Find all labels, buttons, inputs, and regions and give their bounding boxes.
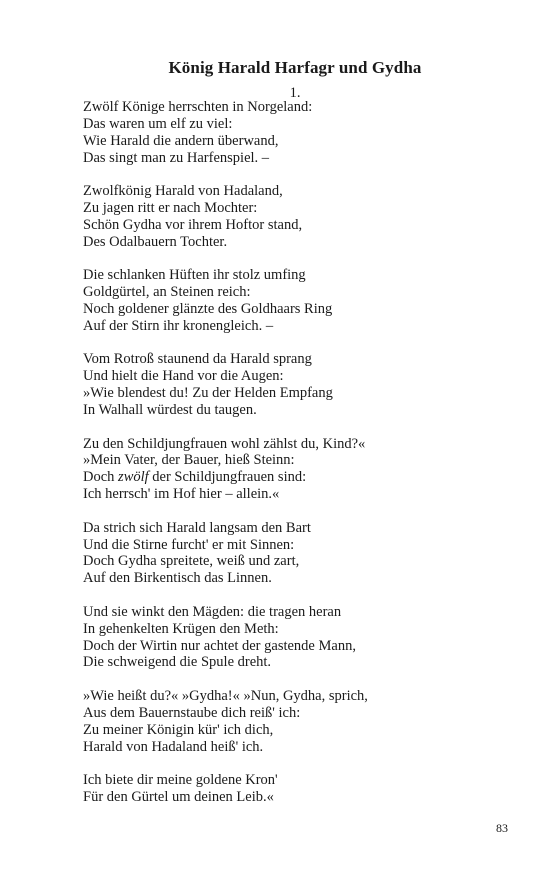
verse-line: Schön Gydha vor ihrem Hoftor stand, xyxy=(83,216,303,233)
verse-line: »Wie blendest du! Zu der Helden Empfang xyxy=(83,385,333,402)
verse-line: Und sie winkt den Mägden: die tragen heran xyxy=(83,603,342,620)
verse-line: Auf den Birkentisch das Linnen. xyxy=(83,570,272,587)
stanza xyxy=(83,604,483,672)
stanza xyxy=(83,688,483,756)
stanza xyxy=(83,267,483,335)
verse-line: Das waren um elf zu viel: xyxy=(83,115,233,132)
verse-line: In Walhall würdest du taugen. xyxy=(83,402,257,419)
verse-line: Da strich sich Harald langsam den Bart xyxy=(83,519,311,536)
stanza xyxy=(83,183,483,251)
stanza xyxy=(83,351,483,419)
verse-line: Für den Gürtel um deinen Leib.« xyxy=(83,788,274,805)
verse-line: Doch zwölf der Schildjungfrauen sind: xyxy=(83,469,307,486)
stanza xyxy=(83,772,483,806)
stanza xyxy=(83,436,483,504)
poem-title: König Harald Harfagr und Gydha xyxy=(168,58,422,77)
verse-line: Zu jagen ritt er nach Mochter: xyxy=(83,200,258,217)
stanza xyxy=(83,99,483,167)
verse-line: »Wie heißt du?« »Gydha!« »Nun, Gydha, sprich, xyxy=(83,687,368,704)
verse-line: Noch goldener glänzte des Goldhaars Ring xyxy=(83,301,333,318)
verse-line: Doch der Wirtin nur achtet der gastende Mann, xyxy=(83,637,356,654)
verse-line: Und die Stirne furcht' er mit Sinnen: xyxy=(83,536,295,553)
verse-line: »Mein Vater, der Bauer, hieß Steinn: xyxy=(83,452,295,469)
verse-line: Wie Harald die andern überwand, xyxy=(83,132,279,149)
verse-line: Zu den Schildjungfrauen wohl zählst du, Kind?« xyxy=(83,435,366,452)
verse-line: Zwölf Könige herrschten in Norgeland: xyxy=(83,99,313,115)
verse-line: Die schweigend die Spule dreht. xyxy=(83,654,272,671)
verse-line: Das singt man zu Harfenspiel. – xyxy=(83,149,270,166)
verse-line: Des Odalbauern Tochter. xyxy=(83,233,228,250)
verse-line: In gehenkelten Krügen den Meth: xyxy=(83,620,279,637)
verse-line: Harald von Hadaland heiß' ich. xyxy=(83,738,264,755)
verse-line: Vom Rotroß staunend da Harald sprang xyxy=(83,351,312,368)
section-number: 1. xyxy=(289,85,301,101)
stanza xyxy=(83,520,483,588)
verse-line: Die schlanken Hüften ihr stolz umfing xyxy=(83,267,306,284)
verse-line: Zu meiner Königin kür' ich dich, xyxy=(83,721,274,738)
page-number: 83 xyxy=(496,821,508,835)
verse-line: Ich herrsch' im Hof hier – allein.« xyxy=(83,486,280,503)
verse-line: Ich biete dir meine goldene Kron' xyxy=(83,772,278,788)
poem-body xyxy=(83,99,483,822)
verse-line: Auf der Stirn ihr kronengleich. – xyxy=(83,317,274,334)
verse-line: Goldgürtel, an Steinen reich: xyxy=(83,284,251,301)
verse-line: Aus dem Bauernstaube dich reiß' ich: xyxy=(83,704,301,721)
verse-line: Und hielt die Hand vor die Augen: xyxy=(83,368,284,385)
verse-line: Zwolfkönig Harald von Hadaland, xyxy=(83,183,283,200)
verse-line: Doch Gydha spreitete, weiß und zart, xyxy=(83,553,300,570)
